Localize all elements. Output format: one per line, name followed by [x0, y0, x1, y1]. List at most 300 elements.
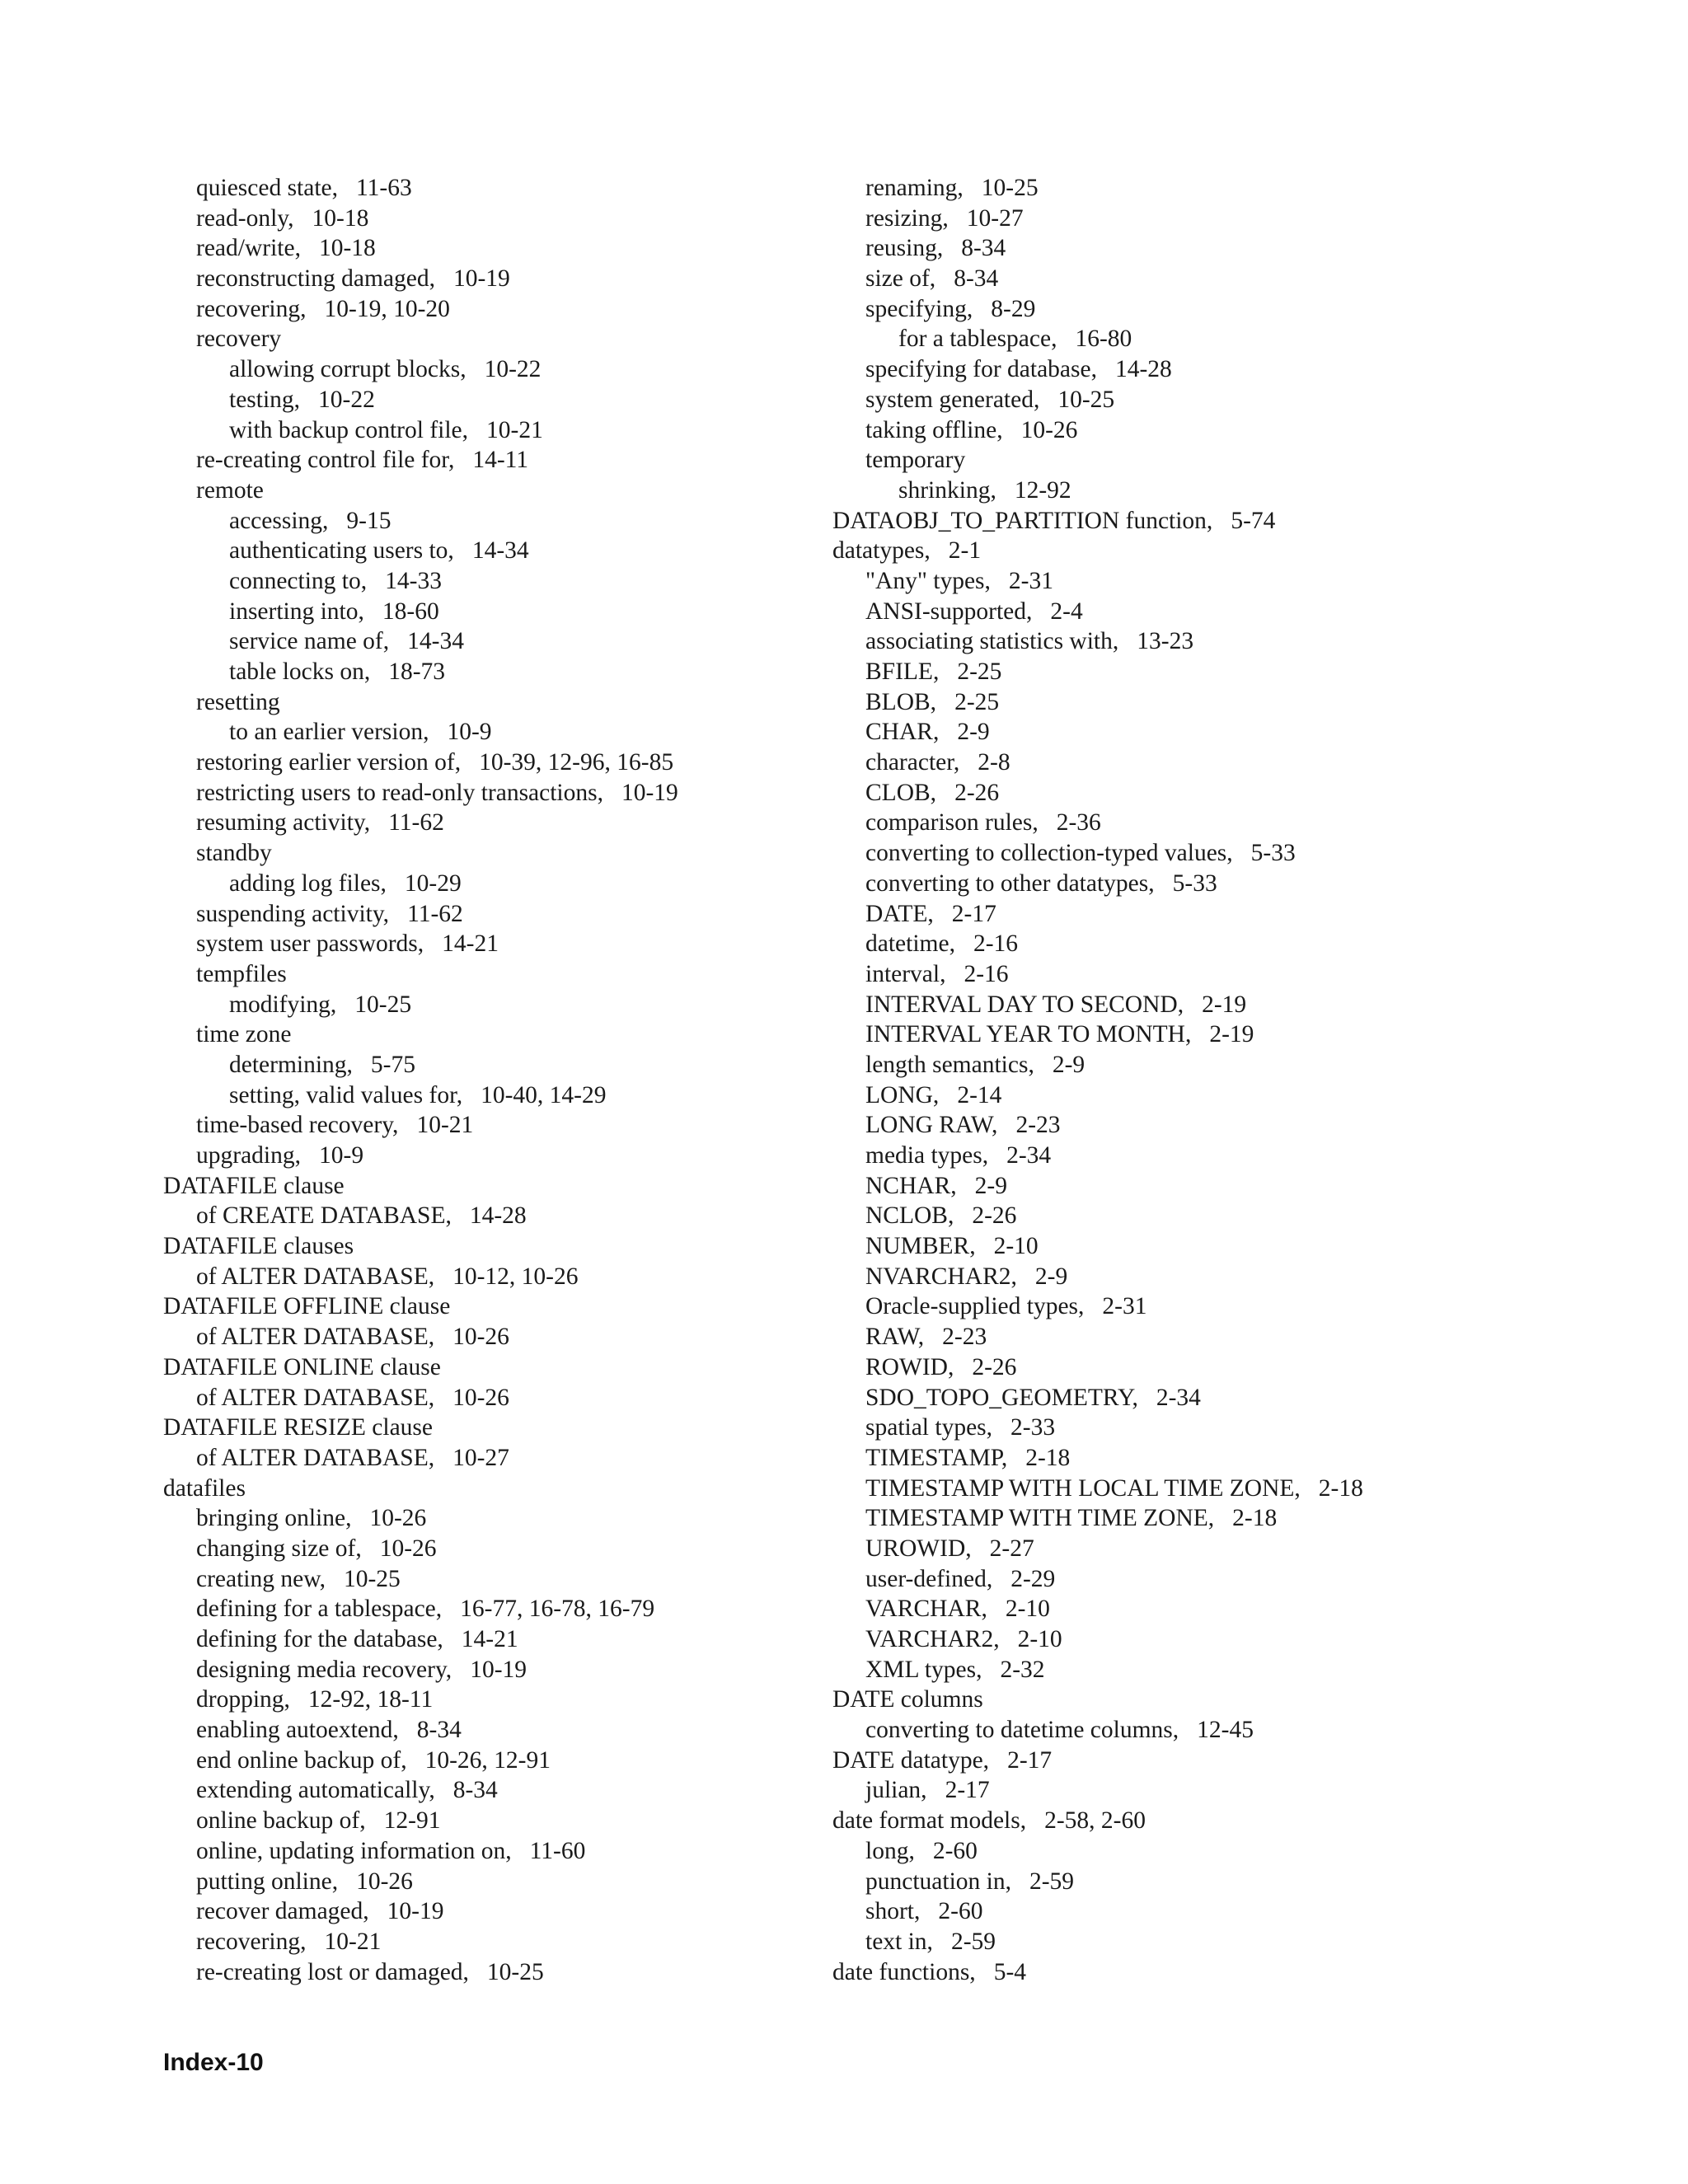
index-page-refs: 10-19	[452, 265, 510, 293]
index-entry	[832, 1080, 1574, 1111]
index-entry	[832, 1171, 1574, 1202]
index-entry	[832, 1443, 1574, 1474]
index-entry	[832, 959, 1574, 990]
index-page-refs: 8-34	[452, 1777, 498, 1804]
index-entry	[832, 1746, 1574, 1776]
index-page-refs: 18-60	[382, 598, 439, 625]
index-term: modifying,	[229, 991, 337, 1018]
index-entry	[163, 1019, 839, 1050]
index-entry	[832, 476, 1574, 506]
index-page-refs: 14-21	[442, 930, 499, 958]
index-term: associating statistics with,	[865, 628, 1119, 655]
index-page-refs: 10-21	[416, 1112, 474, 1139]
index-entry	[832, 415, 1574, 446]
index-term: LONG,	[865, 1081, 940, 1108]
index-entry	[163, 1957, 839, 1988]
index-page-refs: 2-60	[932, 1837, 978, 1864]
index-page-refs: 2-32	[1000, 1656, 1045, 1683]
index-term: quiesced state,	[196, 175, 339, 201]
index-entry	[163, 1927, 839, 1957]
index-page-refs: 2-36	[1056, 809, 1101, 837]
index-page-refs: 2-18	[1025, 1444, 1071, 1471]
index-page-refs: 2-17	[951, 900, 996, 927]
index-page-refs: 2-16	[964, 960, 1009, 987]
index-page-refs: 16-80	[1075, 326, 1132, 353]
index-page-refs: 5-33	[1172, 869, 1217, 897]
index-page-refs: 2-31	[1102, 1293, 1147, 1320]
index-entry	[832, 990, 1574, 1020]
index-term: date functions,	[832, 1958, 976, 1985]
index-entry	[832, 1352, 1574, 1383]
index-page-refs: 2-10	[993, 1233, 1039, 1260]
index-page-refs: 10-21	[486, 416, 543, 443]
index-page-refs: 2-19	[1209, 1021, 1254, 1048]
index-page-refs: 10-29	[404, 869, 462, 897]
index-entry	[832, 1927, 1574, 1957]
index-entry	[163, 959, 839, 990]
index-term: upgrading,	[196, 1142, 301, 1169]
index-page-refs: 10-12, 10-26	[452, 1263, 579, 1290]
index-term: datatypes,	[832, 537, 931, 565]
index-page-refs: 10-22	[484, 356, 542, 383]
index-entry	[163, 1383, 839, 1413]
index-term: NCHAR,	[865, 1172, 957, 1199]
index-page-refs: 10-21	[324, 1928, 382, 1955]
index-page-refs: 10-25	[486, 1958, 544, 1985]
index-entry	[163, 536, 839, 566]
index-entry	[832, 1896, 1574, 1927]
index-entry	[832, 1685, 1574, 1715]
index-page-refs: 2-26	[954, 779, 1000, 806]
index-term: TIMESTAMP WITH TIME ZONE,	[865, 1505, 1215, 1532]
index-entry	[832, 838, 1574, 869]
index-term: DATE,	[865, 900, 934, 927]
index-page-refs: 10-18	[312, 204, 369, 232]
index-term: time-based recovery,	[196, 1112, 399, 1139]
index-page-refs: 10-19, 10-20	[324, 295, 450, 322]
index-page-refs: 2-16	[973, 930, 1019, 958]
index-entry	[163, 1896, 839, 1927]
index-term: VARCHAR2,	[865, 1626, 1000, 1652]
index-page-refs: 10-9	[447, 719, 492, 746]
index-term: specifying,	[865, 295, 973, 322]
index-term: inserting into,	[229, 598, 364, 625]
index-page-refs: 10-18	[318, 235, 376, 262]
index-term: service name of,	[229, 628, 390, 655]
index-entry	[832, 445, 1574, 476]
index-entry	[163, 748, 839, 778]
index-entry	[832, 385, 1574, 415]
index-term: bringing online,	[196, 1505, 352, 1532]
index-entry	[163, 1775, 839, 1806]
index-entry	[163, 1231, 839, 1262]
index-entry	[832, 1564, 1574, 1595]
index-term: INTERVAL YEAR TO MONTH,	[865, 1021, 1192, 1048]
index-term: for a tablespace,	[898, 326, 1057, 353]
index-term: DATE datatype,	[832, 1746, 990, 1774]
index-page-refs: 2-9	[1052, 1051, 1085, 1078]
index-page-refs: 2-14	[957, 1081, 1002, 1108]
index-term: resizing,	[865, 204, 949, 232]
index-entry	[832, 808, 1574, 838]
index-entry	[832, 1231, 1574, 1262]
index-entry	[832, 626, 1574, 657]
index-term: changing size of,	[196, 1535, 362, 1562]
index-page-refs: 2-23	[942, 1324, 987, 1351]
index-term: standby	[196, 840, 272, 867]
index-column-left	[163, 173, 839, 1987]
index-entry	[832, 657, 1574, 687]
index-term: suspending activity,	[196, 900, 390, 927]
index-term: recovery	[196, 326, 282, 353]
index-page-refs: 10-39, 12-96, 16-85	[479, 749, 674, 776]
index-page-refs: 2-34	[1006, 1142, 1052, 1169]
index-page-refs: 2-4	[1050, 598, 1083, 625]
index-entry	[163, 1262, 839, 1292]
index-term: spatial types,	[865, 1414, 993, 1441]
index-entry	[163, 1322, 839, 1352]
index-page-refs: 11-62	[388, 809, 444, 837]
index-entry	[163, 1564, 839, 1595]
index-entry	[163, 929, 839, 959]
index-entry	[163, 1806, 839, 1836]
index-page-refs: 2-59	[950, 1928, 996, 1955]
index-entry	[832, 597, 1574, 627]
index-term: of ALTER DATABASE,	[196, 1444, 435, 1471]
index-term: resetting	[196, 688, 280, 715]
index-page-refs: 10-19	[621, 779, 678, 806]
index-entry	[163, 324, 839, 354]
index-page-refs: 14-11	[472, 447, 529, 474]
index-entry	[163, 1594, 839, 1624]
index-entry	[163, 687, 839, 718]
index-term: read-only,	[196, 204, 294, 232]
index-term: DATE columns	[832, 1686, 983, 1713]
index-entry	[163, 1836, 839, 1867]
index-entry	[163, 385, 839, 415]
index-entry	[832, 1291, 1574, 1322]
index-page-refs: 2-59	[1029, 1868, 1075, 1895]
index-term: length semantics,	[865, 1051, 1034, 1078]
index-term: TIMESTAMP WITH LOCAL TIME ZONE,	[865, 1474, 1301, 1502]
index-page-refs: 12-92, 18-11	[307, 1686, 434, 1713]
index-term: of ALTER DATABASE,	[196, 1384, 435, 1411]
index-page-refs: 2-9	[974, 1172, 1007, 1199]
index-term: time zone	[196, 1021, 292, 1048]
index-term: re-creating lost or damaged,	[196, 1958, 469, 1985]
index-entry	[832, 1201, 1574, 1231]
index-term: creating new,	[196, 1565, 326, 1592]
index-term: punctuation in,	[865, 1868, 1011, 1895]
index-page-refs: 14-34	[407, 628, 464, 655]
index-term: testing,	[229, 386, 301, 413]
index-term: system generated,	[865, 386, 1040, 413]
index-page-refs: 2-10	[1017, 1626, 1062, 1652]
index-page-refs: 2-25	[957, 658, 1002, 685]
index-page-refs: 10-25	[343, 1565, 401, 1592]
index-term: of CREATE DATABASE,	[196, 1202, 452, 1230]
index-term: connecting to,	[229, 567, 368, 594]
index-term: INTERVAL DAY TO SECOND,	[865, 991, 1184, 1018]
index-term: media types,	[865, 1142, 989, 1169]
index-term: of ALTER DATABASE,	[196, 1324, 435, 1351]
index-entry	[832, 1383, 1574, 1413]
index-term: enabling autoextend,	[196, 1717, 399, 1744]
index-entry	[163, 990, 839, 1020]
index-term: Oracle-supplied types,	[865, 1293, 1085, 1320]
index-page-refs: 10-25	[354, 991, 412, 1018]
index-term: BFILE,	[865, 658, 940, 685]
index-page-refs: 14-28	[1114, 356, 1172, 383]
index-term: to an earlier version,	[229, 719, 429, 746]
index-term: tempfiles	[196, 960, 287, 987]
index-page-refs: 10-26	[452, 1324, 509, 1351]
index-page-refs: 2-34	[1156, 1384, 1201, 1411]
index-page-refs: 5-75	[370, 1051, 415, 1078]
index-term: julian,	[865, 1777, 927, 1804]
index-entry	[832, 1474, 1574, 1504]
index-entry	[832, 748, 1574, 778]
index-term: defining for a tablespace,	[196, 1596, 443, 1623]
index-term: restricting users to read-only transactions,	[196, 779, 603, 806]
index-entry	[832, 294, 1574, 325]
index-entry	[832, 1110, 1574, 1141]
index-page-refs: 11-60	[529, 1837, 586, 1864]
index-entry	[832, 1867, 1574, 1897]
index-page-refs: 8-34	[961, 235, 1006, 262]
index-page-refs: 11-62	[407, 900, 463, 927]
index-page-refs: 16-77, 16-78, 16-79	[460, 1596, 655, 1623]
index-page-refs: 5-33	[1250, 840, 1296, 867]
index-entry	[832, 717, 1574, 748]
index-entry	[163, 1503, 839, 1534]
index-term: interval,	[865, 960, 946, 987]
index-page-refs: 10-26	[379, 1535, 437, 1562]
index-page-refs: 12-91	[383, 1807, 441, 1835]
index-page-refs: 9-15	[346, 507, 392, 534]
index-term: CLOB,	[865, 779, 937, 806]
index-page-refs: 12-45	[1197, 1717, 1254, 1744]
index-term: online backup of,	[196, 1807, 366, 1835]
index-term: DATAFILE ONLINE clause	[163, 1353, 441, 1380]
index-entry	[832, 1775, 1574, 1806]
index-term: converting to collection-typed values,	[865, 840, 1233, 867]
index-entry	[163, 1141, 839, 1171]
index-page-refs: 14-34	[471, 537, 529, 565]
index-term: text in,	[865, 1928, 933, 1955]
index-entry	[163, 1715, 839, 1746]
index-term: size of,	[865, 265, 936, 293]
index-entry	[163, 1080, 839, 1111]
index-term: recovering,	[196, 295, 307, 322]
index-page-refs: 8-34	[416, 1717, 462, 1744]
index-term: table locks on,	[229, 658, 371, 685]
index-term: LONG RAW,	[865, 1112, 998, 1139]
index-entry	[832, 536, 1574, 566]
index-entry	[832, 204, 1574, 234]
index-entry	[832, 264, 1574, 294]
index-entry	[163, 1443, 839, 1474]
index-term: renaming,	[865, 175, 964, 201]
index-entry	[163, 1171, 839, 1202]
index-entry	[832, 1019, 1574, 1050]
index-entry	[163, 1655, 839, 1685]
index-page-refs: 2-17	[945, 1777, 990, 1804]
index-term: recovering,	[196, 1928, 307, 1955]
index-page-refs: 2-29	[1010, 1565, 1056, 1592]
index-page-refs: 2-9	[957, 719, 990, 746]
index-term: XML types,	[865, 1656, 982, 1683]
index-term: TIMESTAMP,	[865, 1444, 1008, 1471]
index-term: adding log files,	[229, 869, 387, 897]
index-page-refs: 10-26	[1020, 416, 1078, 443]
index-term: user-defined,	[865, 1565, 993, 1592]
index-term: CHAR,	[865, 719, 940, 746]
index-entry	[163, 354, 839, 385]
index-term: datafiles	[163, 1474, 246, 1502]
index-term: character,	[865, 749, 960, 776]
index-page-refs: 12-92	[1014, 476, 1071, 504]
index-page-refs: 5-4	[993, 1958, 1027, 1985]
index-entry	[163, 445, 839, 476]
index-term: specifying for database,	[865, 356, 1097, 383]
index-term: date format models,	[832, 1807, 1027, 1835]
index-entry	[163, 476, 839, 506]
index-term: determining,	[229, 1051, 353, 1078]
index-entry	[163, 1685, 839, 1715]
index-page-refs: 2-18	[1232, 1505, 1278, 1532]
index-entry	[163, 838, 839, 869]
index-entry	[832, 354, 1574, 385]
index-term: accessing,	[229, 507, 329, 534]
index-term: remote	[196, 476, 264, 504]
index-entry	[832, 233, 1574, 264]
index-page-refs: 2-33	[1010, 1414, 1056, 1441]
index-entry	[163, 1291, 839, 1322]
index-entry	[832, 1836, 1574, 1867]
index-term: DATAFILE RESIZE clause	[163, 1414, 433, 1441]
index-page-refs: 8-34	[954, 265, 999, 293]
index-column-right	[832, 173, 1574, 1987]
index-term: shrinking,	[898, 476, 996, 504]
index-entry	[832, 1594, 1574, 1624]
index-term: NVARCHAR2,	[865, 1263, 1017, 1290]
index-term: of ALTER DATABASE,	[196, 1263, 435, 1290]
index-term: NUMBER,	[865, 1233, 976, 1260]
index-term: BLOB,	[865, 688, 937, 715]
index-term: short,	[865, 1898, 921, 1925]
index-term: DATAOBJ_TO_PARTITION function,	[832, 507, 1213, 534]
index-page-refs: 14-28	[469, 1202, 527, 1230]
index-entry	[832, 687, 1574, 718]
index-page-refs: 13-23	[1137, 628, 1194, 655]
index-page-refs: 5-74	[1231, 507, 1276, 534]
index-page-refs: 2-26	[972, 1353, 1017, 1380]
index-term: end online backup of,	[196, 1746, 407, 1774]
index-term: converting to datetime columns,	[865, 1717, 1179, 1744]
index-term: converting to other datatypes,	[865, 869, 1155, 897]
index-term: comparison rules,	[865, 809, 1039, 837]
index-entry	[163, 1534, 839, 1564]
index-term: ANSI-supported,	[865, 598, 1033, 625]
index-page-refs: 2-23	[1015, 1112, 1061, 1139]
index-entry	[163, 899, 839, 930]
index-term: taking offline,	[865, 416, 1003, 443]
index-page-refs: 10-19	[387, 1898, 444, 1925]
index-term: long,	[865, 1837, 915, 1864]
index-term: UROWID,	[865, 1535, 972, 1562]
index-page-refs: 10-26	[356, 1868, 413, 1895]
index-entry	[163, 778, 839, 808]
index-entry	[832, 778, 1574, 808]
index-entry	[832, 324, 1574, 354]
index-entry	[163, 1110, 839, 1141]
index-term: read/write,	[196, 235, 301, 262]
index-term: NCLOB,	[865, 1202, 954, 1230]
index-page-refs: 10-25	[1057, 386, 1115, 413]
index-page-refs: 10-26	[369, 1505, 427, 1532]
index-page-refs: 10-27	[966, 204, 1024, 232]
index-term: DATAFILE clauses	[163, 1233, 354, 1260]
index-entry	[832, 1262, 1574, 1292]
index-term: RAW,	[865, 1324, 925, 1351]
index-entry	[832, 1624, 1574, 1655]
index-term: with backup control file,	[229, 416, 469, 443]
index-entry	[832, 1806, 1574, 1836]
index-page-refs: 2-60	[938, 1898, 983, 1925]
index-page-refs: 2-31	[1008, 567, 1053, 594]
index-term: authenticating users to,	[229, 537, 454, 565]
index-page-refs: 10-40, 14-29	[481, 1081, 607, 1108]
index-entry	[832, 1141, 1574, 1171]
index-term: designing media recovery,	[196, 1656, 452, 1683]
index-entry	[832, 1503, 1574, 1534]
index-page-refs: 10-25	[981, 175, 1039, 201]
index-entry	[832, 1957, 1574, 1988]
index-term: putting online,	[196, 1868, 339, 1895]
index-entry	[163, 506, 839, 537]
index-term: VARCHAR,	[865, 1596, 987, 1623]
index-page-refs: 2-27	[989, 1535, 1034, 1562]
index-page-refs: 10-22	[318, 386, 375, 413]
index-entry	[163, 657, 839, 687]
index-entry	[163, 1624, 839, 1655]
index-entry	[163, 264, 839, 294]
index-page-refs: 2-10	[1005, 1596, 1050, 1623]
index-entry	[832, 1534, 1574, 1564]
index-term: temporary	[865, 447, 966, 474]
index-page-refs: 2-26	[972, 1202, 1017, 1230]
index-entry	[163, 415, 839, 446]
index-page-refs: 2-25	[954, 688, 1000, 715]
index-page-refs: 10-27	[452, 1444, 509, 1471]
index-term: reconstructing damaged,	[196, 265, 435, 293]
index-entry	[832, 1413, 1574, 1443]
index-term: resuming activity,	[196, 809, 371, 837]
index-entry	[163, 204, 839, 234]
index-page-refs: 18-73	[388, 658, 446, 685]
index-entry	[163, 597, 839, 627]
index-entry	[163, 808, 839, 838]
index-entry	[832, 173, 1574, 204]
index-entry	[163, 1474, 839, 1504]
page-footer-label: Index-10	[163, 2049, 264, 2076]
index-entry	[163, 233, 839, 264]
index-entry	[163, 566, 839, 597]
index-page-refs: 2-9	[1034, 1263, 1068, 1290]
index-entry	[832, 566, 1574, 597]
index-entry	[163, 173, 839, 204]
